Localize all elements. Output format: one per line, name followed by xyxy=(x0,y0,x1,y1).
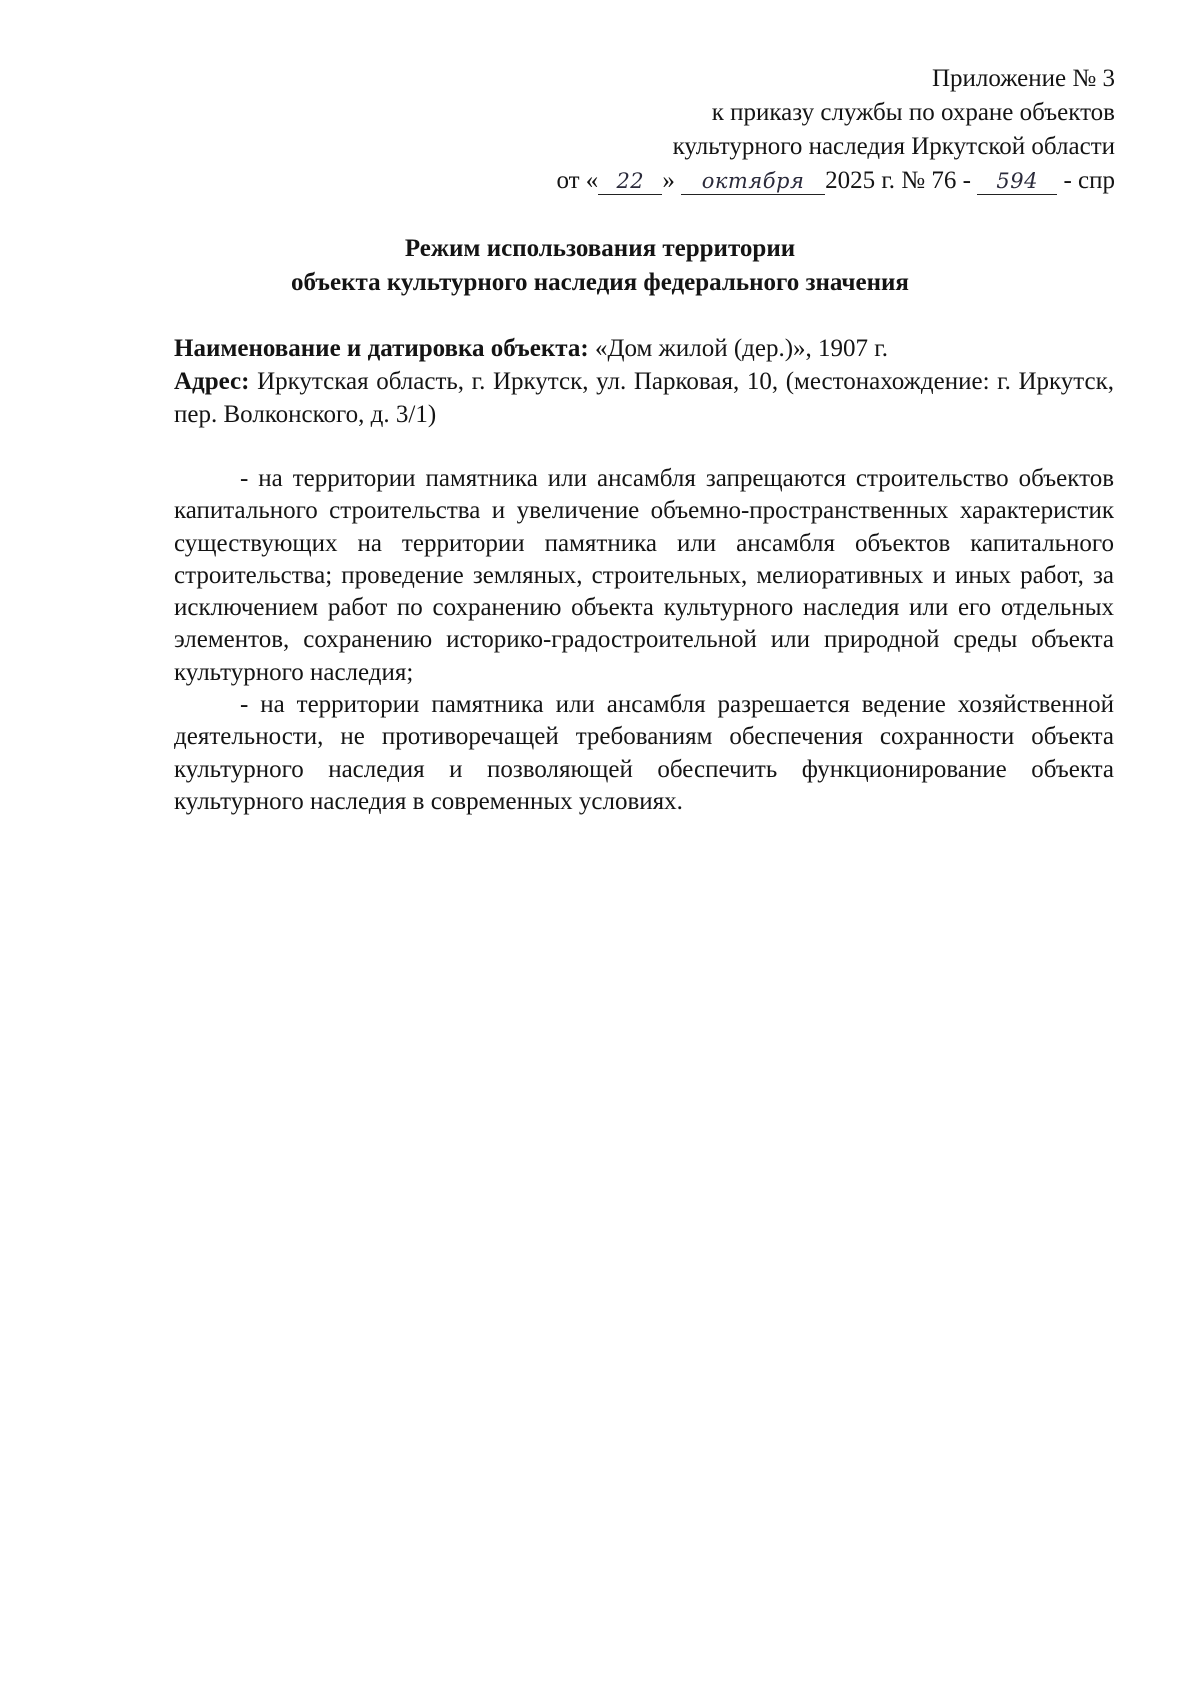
object-name-row xyxy=(174,332,1114,365)
permissions-paragraph: - на территории памятника или ансамбля разрешается ведение хозяйственной деятельности, не противоречащей требованиям обеспечения сохранности объекта культурного наследия и позволяющей обеспечить функционирование объекта культурного наследия в современных условиях. xyxy=(174,691,1114,815)
object-address-label: Адрес: xyxy=(174,368,250,395)
document-title-line2: объекта культурного наследия федерального значения xyxy=(291,269,909,296)
order-suffix: - спр xyxy=(1063,167,1115,194)
date-prefix: от « xyxy=(556,167,599,194)
object-name-value: «Дом жилой (дер.)», 1907 г. xyxy=(594,335,888,362)
prohibitions-paragraph: - на территории памятника или ансамбля запрещаются строительство объектов капитального строительства и увеличение объемно-пространственных характеристик существующих на территории памятника или ансамбля объектов капитального строительства; проведение земляных, строительных, мелиоративных и иных работ, за исключением работ по сохранению объекта культурного наследия или его отдельных элементов, сохранению историко-градостроительной или природной среды объекта культурного наследия; xyxy=(174,465,1114,686)
usage-regime-text xyxy=(174,463,1114,818)
appendix-date-line xyxy=(556,164,1115,198)
handwritten-month: октября xyxy=(681,168,825,195)
appendix-header xyxy=(556,62,1115,198)
object-name-label: Наименование и датировка объекта: xyxy=(174,335,589,362)
appendix-number: Приложение № 3 xyxy=(931,65,1115,92)
handwritten-day: 22 xyxy=(598,168,662,195)
date-mid: » xyxy=(662,167,675,194)
appendix-authority: культурного наследия Иркутской области xyxy=(672,133,1115,160)
object-address-value: Иркутская область, г. Иркутск, ул. Парковая, 10, (местонахождение: г. Иркутск, пер. Волконского, д. 3/1) xyxy=(174,368,1115,428)
date-suffix: 2025 г. № 76 - xyxy=(825,167,971,194)
appendix-order-ref: к приказу службы по охране объектов xyxy=(711,99,1115,126)
document-title xyxy=(0,232,1200,300)
object-info xyxy=(174,332,1114,431)
object-address-row xyxy=(174,365,1114,431)
handwritten-order-number: 594 xyxy=(977,168,1057,195)
document-title-line1: Режим использования территории xyxy=(404,235,796,262)
